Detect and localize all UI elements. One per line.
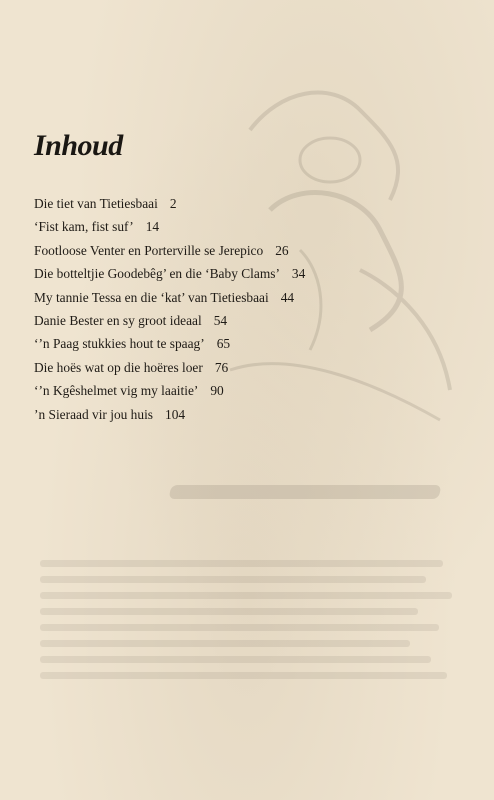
toc-entry-title: Danie Bester en sy groot ideaal [34,312,202,328]
toc-entry-page: 2 [169,196,177,211]
toc-entry-page: 54 [213,312,228,328]
toc-entry-title: ’n Sieraad vir jou huis [34,406,154,422]
toc-entry-page: 104 [165,406,186,422]
toc-entry [34,332,454,355]
toc-entry-page: 14 [145,219,160,235]
toc-entry-page: 44 [280,289,295,305]
toc-entry-title: My tannie Tessa en die ‘kat’ van Tietiesbaai [34,289,269,305]
toc-entry-title: Die hoës wat op die hoëres loer [34,359,203,375]
toc-entry [34,215,454,238]
toc-entry-title: ‘’n Paag stukkies hout te spaag’ [34,336,205,352]
table-of-contents [34,192,454,426]
toc-entry-title: ‘Fist kam, fist suf’ [34,219,134,235]
toc-entry [34,192,454,215]
toc-entry [34,239,454,262]
bleed-through-heading [170,478,440,506]
toc-entry-title: Die tiet van Tietiesbaai [34,196,158,211]
toc-entry [34,309,454,332]
toc-entry [34,262,454,285]
toc-entry-page: 34 [291,266,306,282]
page-title: Inhoud [34,129,123,162]
toc-entry-title: Footloose Venter en Porterville se Jerepico [34,242,264,258]
toc-entry [34,379,454,402]
toc-entry-title: Die botteltjie Goodebêg’ en die ‘Baby Clams’ [34,266,280,282]
bleed-through-text [40,560,460,690]
toc-entry-page: 26 [275,242,289,258]
toc-entry [34,403,454,426]
toc-entry [34,356,454,379]
toc-entry-page: 76 [214,359,229,375]
toc-entry-title: ‘’n Kgêshelmet vig my laaitie’ [34,383,199,399]
toc-entry-page: 90 [210,383,224,399]
toc-entry [34,286,454,309]
toc-entry-page: 65 [216,336,231,352]
